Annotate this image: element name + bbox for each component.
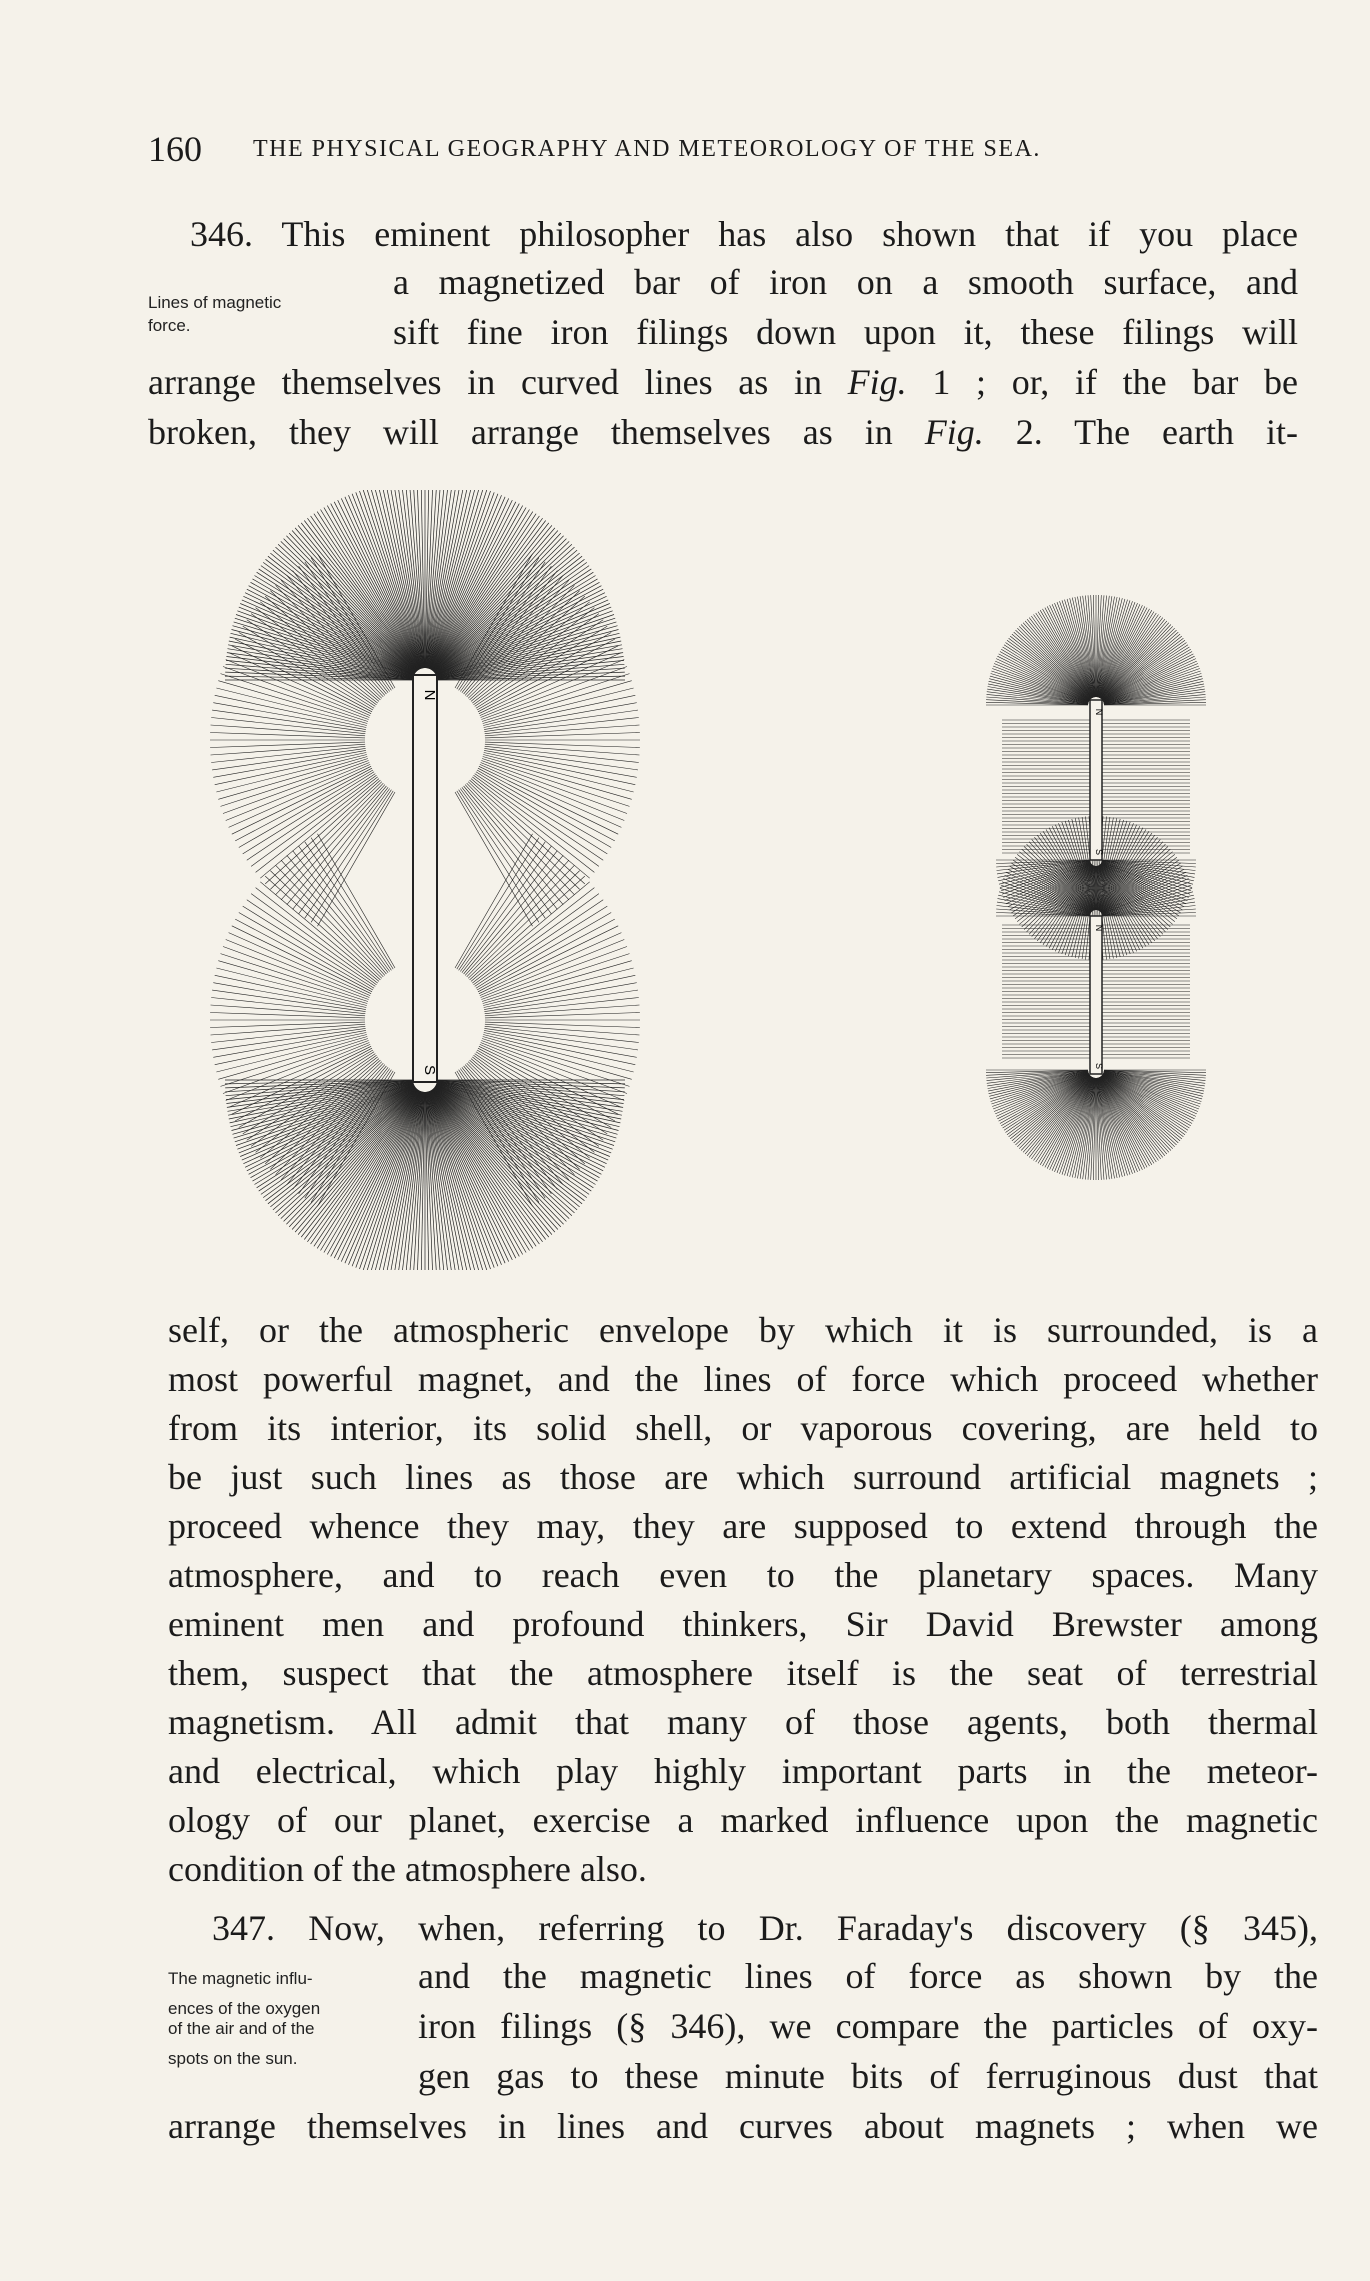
figure-1-bar-magnet-filings	[205, 490, 645, 1270]
figure-2-broken-magnet-filings	[940, 570, 1260, 1180]
text-line: eminent men and profound thinkers, Sir David Brewster among	[168, 1604, 1318, 1644]
text-line: sift fine iron filings down upon it, these filings will	[393, 312, 1298, 352]
pole-label: S	[1094, 1062, 1104, 1070]
text-line: atmosphere, and to reach even to the planetary spaces. Many	[168, 1555, 1318, 1595]
pole-label-south: S	[421, 1064, 438, 1076]
pole-label: S	[1094, 848, 1104, 856]
text-line: them, suspect that the atmosphere itself is the seat of terrestrial	[168, 1653, 1318, 1693]
text-line: and the magnetic lines of force as shown by the	[418, 1956, 1318, 1996]
pole-label: N	[1094, 924, 1104, 932]
sidenote-line: The magnetic influ-	[168, 1969, 313, 1988]
pole-label-north: N	[421, 689, 438, 701]
text-line: 346. This eminent philosopher has also shown that if you place	[190, 214, 1298, 254]
bar-magnet	[413, 675, 437, 1082]
sidenote-line: Lines of magnetic	[148, 293, 282, 312]
pole-label: N	[1094, 708, 1104, 716]
text-line: 347. Now, when, referring to Dr. Faraday's discovery (§ 345),	[212, 1908, 1318, 1948]
text-line: and electrical, which play highly important parts in the meteor-	[168, 1751, 1318, 1791]
text-line: gen gas to these minute bits of ferruginous dust that	[418, 2056, 1318, 2096]
text-line: a magnetized bar of iron on a smooth surface, and	[393, 262, 1298, 302]
text-line: most powerful magnet, and the lines of force which proceed whether	[168, 1359, 1318, 1399]
text-line: magnetism. All admit that many of those agents, both thermal	[168, 1702, 1318, 1742]
text-line: arrange themselves in curved lines as in Fig. 1 ; or, if the bar be	[148, 362, 1298, 402]
text-line: iron filings (§ 346), we compare the particles of oxy-	[418, 2006, 1318, 2046]
text-line: be just such lines as those are which surround artificial magnets ;	[168, 1457, 1318, 1497]
sidenote-line: spots on the sun.	[168, 2049, 298, 2068]
text-line: arrange themselves in lines and curves about magnets ; when we	[168, 2106, 1318, 2146]
sidenote-line: force.	[148, 316, 191, 335]
text-line: condition of the atmosphere also.	[168, 1849, 647, 1889]
figure-2-force-lines	[986, 595, 1206, 1180]
sidenote-line: ences of the oxygen	[168, 1999, 321, 2018]
text-line: ology of our planet, exercise a marked influence upon the magnetic	[168, 1800, 1318, 1840]
bar-magnet-lower	[1090, 916, 1102, 1074]
text-line: self, or the atmospheric envelope by which it is surrounded, is a	[168, 1310, 1318, 1350]
sidenote-line: of the air and of the	[168, 2019, 315, 2038]
text-line: proceed whence they may, they are supposed to extend through the	[168, 1506, 1318, 1546]
page-header	[148, 128, 1278, 178]
page-number: 160	[148, 129, 202, 169]
text-line: from its interior, its solid shell, or vaporous covering, are held to	[168, 1408, 1318, 1448]
running-title: THE PHYSICAL GEOGRAPHY AND METEOROLOGY OF THE SEA.	[253, 136, 1041, 162]
text-line: broken, they will arrange themselves as in Fig. 2. The earth it-	[148, 412, 1298, 452]
bar-magnet-upper	[1090, 700, 1102, 860]
